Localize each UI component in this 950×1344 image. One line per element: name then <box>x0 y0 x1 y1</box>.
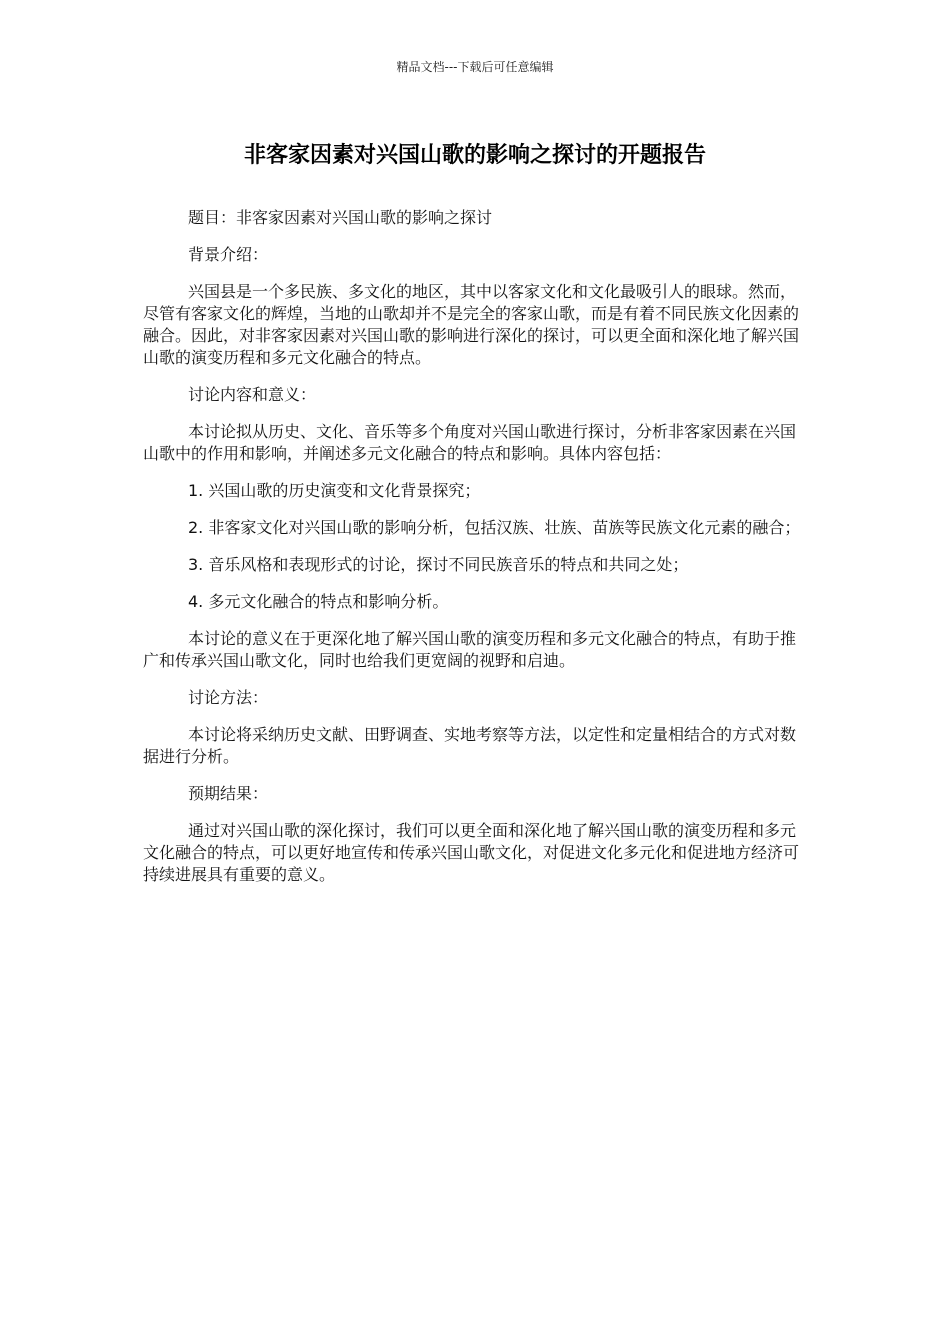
section-heading-content: 讨论内容和意义： <box>188 385 317 404</box>
section-heading-methods: 讨论方法： <box>188 688 269 707</box>
significance-paragraph: 本讨论的意义在于更深化地了解兴国山歌的演变历程和多元文化融合的特点，有助于推广和传承兴国山歌文化，同时也给我们更宽阔的视野和启迪。 <box>143 629 797 670</box>
methods-paragraph: 本讨论将采纳历史文献、田野调查、实地考察等方法，以定性和定量相结合的方式对数据进行分析。 <box>143 725 797 766</box>
section-heading-background: 背景介绍： <box>188 245 269 264</box>
page-header-note: 精品文档---下载后可任意编辑 <box>396 60 554 74</box>
list-item: 2. 非客家文化对兴国山歌的影响分析，包括汉族、壮族、苗族等民族文化元素的融合； <box>188 518 801 537</box>
list-item: 3. 音乐风格和表现形式的讨论，探讨不同民族音乐的特点和共同之处； <box>188 555 689 574</box>
list-item: 1. 兴国山歌的历史演变和文化背景探究； <box>188 481 481 500</box>
section-heading-results: 预期结果： <box>188 784 269 803</box>
content-paragraph: 本讨论拟从历史、文化、音乐等多个角度对兴国山歌进行探讨，分析非客家因素在兴国山歌中的作用和影响，并阐述多元文化融合的特点和影响。具体内容包括： <box>143 422 797 463</box>
document-body <box>143 207 807 901</box>
document-title: 非客家因素对兴国山歌的影响之探讨的开题报告 <box>243 143 706 168</box>
results-paragraph: 通过对兴国山歌的深化探讨，我们可以更全面和深化地了解兴国山歌的演变历程和多元文化融合的特点，可以更好地宣传和传承兴国山歌文化，对促进文化多元化和促进地方经济可持续进展具有重要的意义。 <box>143 821 800 884</box>
list-item: 4. 多元文化融合的特点和影响分析。 <box>188 592 449 611</box>
topic-line: 题目：非客家因素对兴国山歌的影响之探讨 <box>188 208 493 227</box>
background-paragraph: 兴国县是一个多民族、多文化的地区，其中以客家文化和文化最吸引人的眼球。然而，尽管有客家文化的辉煌，当地的山歌却并不是完全的客家山歌，而是有着不同民族文化因素的融合。因此，对非客家因素对兴国山歌的影响进行深化的探讨，可以更全面和深化地了解兴国山歌的演变历程和多元文化融合的特点。 <box>143 282 800 367</box>
